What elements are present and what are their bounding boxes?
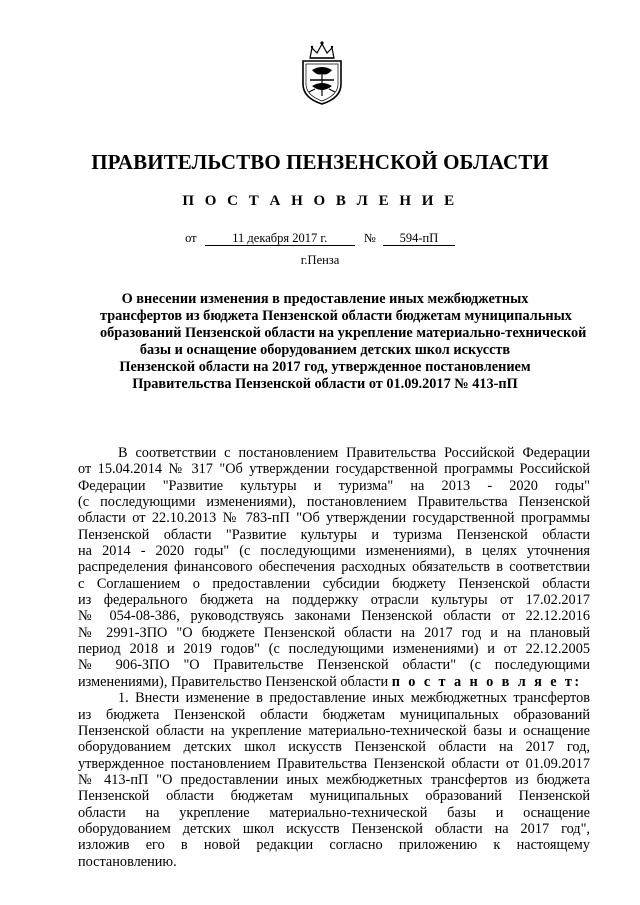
subject-line: О внесении изменения в предоставление иных межбюджетных [121, 291, 529, 307]
clause-line: из бюджета Пензенской области бюджетам муниципальных образований [78, 706, 590, 723]
subject-line: Пензенской области на 2017 год, утвержденное постановлением [119, 359, 531, 375]
body-line: с Соглашением о предоставлении субсидии бюджету Пензенской области [78, 575, 590, 592]
body-line: на 2014 - 2020 годы" (с последующими изменениями), в целях уточнения [78, 543, 590, 560]
body-line: распределения финансового обеспечения расходных обязательств в соответствии [78, 559, 590, 576]
subject-line: Правительства Пензенской области от 01.09.2017 № 413-пП [132, 376, 518, 392]
clause-line: области на укрепление материально-технической базы и оснащение [78, 804, 590, 821]
body-line: (с последующими изменениями), постановлением Правительства Пензенской [78, 494, 590, 511]
document-type: П О С Т А Н О В Л Е Н И Е [182, 193, 458, 209]
body-line [78, 674, 590, 690]
date-prefix: от [185, 231, 197, 245]
clause-line: 1. Внести изменение в предоставление иных межбюджетных трансфертов [118, 690, 590, 707]
decrees-word: п о с т а н о в л я е т: [391, 673, 582, 690]
date-number-line [0, 231, 640, 246]
number-prefix: № [363, 231, 376, 245]
decree-subject [100, 291, 587, 393]
penza-coat-of-arms-icon [297, 40, 347, 106]
body-line: № 2991-ЗПО "О бюджете Пензенской области на 2017 год и на плановый [78, 624, 590, 641]
body-line: от 15.04.2014 № 317 "Об утверждении государственной программы Российской [78, 461, 590, 478]
city: г.Пенза [300, 253, 340, 267]
clause-line: оборудованием детских школ искусств Пензенской области на 2017 год", [78, 820, 590, 837]
body-line: области от 22.10.2013 № 783-пП "Об утверждении государственной программы [78, 510, 590, 527]
body-line: В соответствии с постановлением Правительства Российской Федерации [118, 445, 590, 461]
decree-body [78, 445, 590, 870]
subject-line: трансфертов из бюджета Пензенской области бюджетам муниципальных [100, 308, 572, 324]
clause-line: постановлению. [78, 853, 177, 870]
clause-line: Пензенской области бюджетам муниципальных образований Пензенской [78, 788, 590, 805]
decree-date: 11 декабря 2017 г. [205, 231, 355, 246]
decree-number: 594-пП [383, 231, 455, 246]
subject-line: образований Пензенской области на укрепление материально-технической [100, 325, 587, 341]
government-name: ПРАВИТЕЛЬСТВО ПЕНЗЕНСКОЙ ОБЛАСТИ [91, 150, 549, 174]
subject-line: базы и оснащение оборудованием детских школ искусств [139, 342, 511, 358]
body-line: № 054-08-386, руководствуясь законами Пензенской области от 22.12.2016 [78, 608, 590, 625]
clause-line: № 413-пП "О предоставлении иных межбюджетных трансфертов из бюджета [78, 771, 590, 788]
body-line: № 906-ЗПО "О Правительстве Пензенской области" (с последующими [78, 657, 590, 674]
body-line: из федерального бюджета на поддержку отрасли культуры от 17.02.2017 [78, 592, 590, 609]
clause-line: утвержденное постановлением Правительства Пензенской области от 01.09.2017 [78, 755, 590, 772]
body-line: Федерации "Развитие культуры и туризма" на 2013 - 2020 годы" [78, 477, 590, 494]
clause-line: изложив его в новой редакции согласно приложению к настоящему [78, 837, 590, 854]
preamble-ending: изменениями), Правительство Пензенской области [78, 673, 389, 690]
body-line: Пензенской области "Развитие культуры и туризма Пензенской области [78, 526, 590, 543]
clause-line: Пензенской области на укрепление материально-технической базы и оснащение [78, 722, 590, 739]
body-line: период 2018 и 2019 годов" (с последующими изменениями) и от 22.12.2005 [78, 641, 590, 658]
clause-line: оборудованием детских школ искусств Пензенской области на 2017 год, [78, 739, 590, 756]
